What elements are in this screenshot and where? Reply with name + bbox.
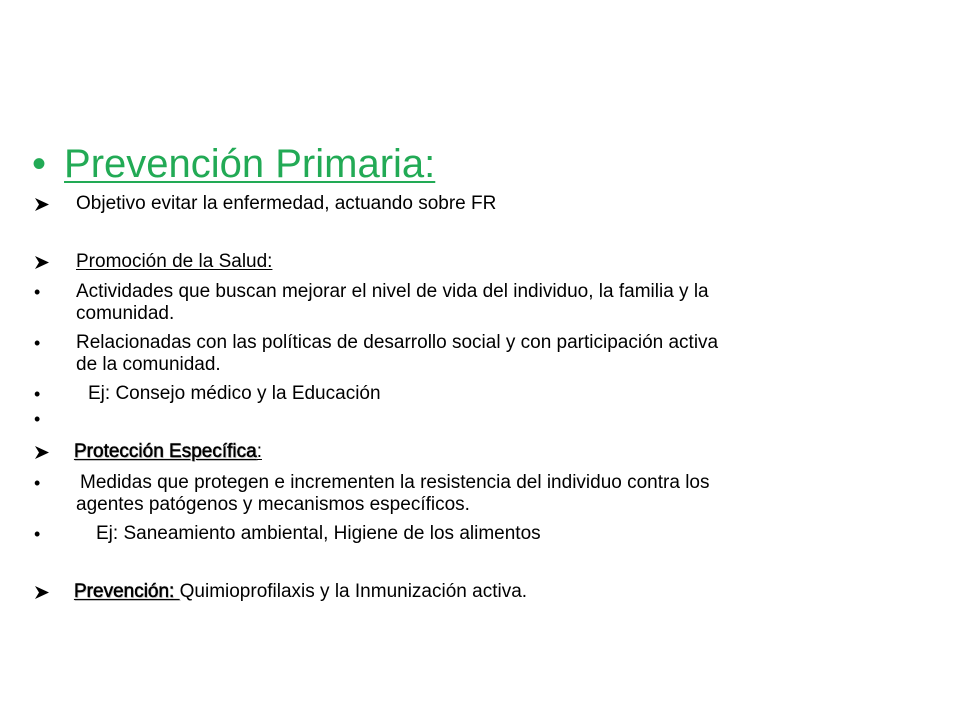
title-text: Prevención Primaria:	[64, 142, 436, 186]
title-bullet: •	[32, 142, 47, 186]
arrow-bullet-icon	[34, 255, 50, 270]
promocion-heading: Promoción de la Salud:	[76, 251, 273, 272]
ejemplo-1-text: Ej: Consejo médico y la Educación	[88, 383, 381, 404]
medidas-text-cont: agentes patógenos y mecanismos específicos.	[76, 494, 470, 515]
actividades-text: Actividades que buscan mejorar el nivel de vida del individuo, la familia y la	[76, 281, 709, 302]
bullet-dot: •	[34, 333, 41, 353]
bullet-dot: •	[34, 409, 41, 429]
slide-title	[32, 140, 435, 188]
bullet-dot: •	[34, 282, 41, 302]
prevencion-label: Prevención:	[74, 581, 180, 602]
ejemplo-2-text: Ej: Saneamiento ambiental, Higiene de los alimentos	[96, 523, 541, 544]
bullet-dot: •	[34, 524, 41, 544]
proteccion-colon: :	[256, 441, 262, 462]
bullet-dot: •	[34, 473, 41, 493]
objetivo-text: Objetivo evitar la enfermedad, actuando sobre FR	[76, 193, 497, 214]
relacionadas-text: Relacionadas con las políticas de desarrollo social y con participación activa	[76, 332, 719, 353]
medidas-text: Medidas que protegen e incrementen la resistencia del individuo contra los	[80, 472, 710, 493]
actividades-text-cont: comunidad.	[76, 303, 175, 324]
arrow-bullet-icon	[34, 445, 50, 460]
prevencion-line	[74, 581, 527, 603]
proteccion-heading	[74, 441, 262, 463]
proteccion-label: Protección Específica	[74, 441, 257, 462]
arrow-bullet-icon	[34, 197, 50, 212]
prevencion-text: Quimioprofilaxis y la Inmunización activa.	[179, 581, 528, 602]
relacionadas-text-cont: de la comunidad.	[76, 354, 221, 375]
arrow-bullet-icon	[34, 585, 50, 600]
bullet-dot: •	[34, 384, 41, 404]
